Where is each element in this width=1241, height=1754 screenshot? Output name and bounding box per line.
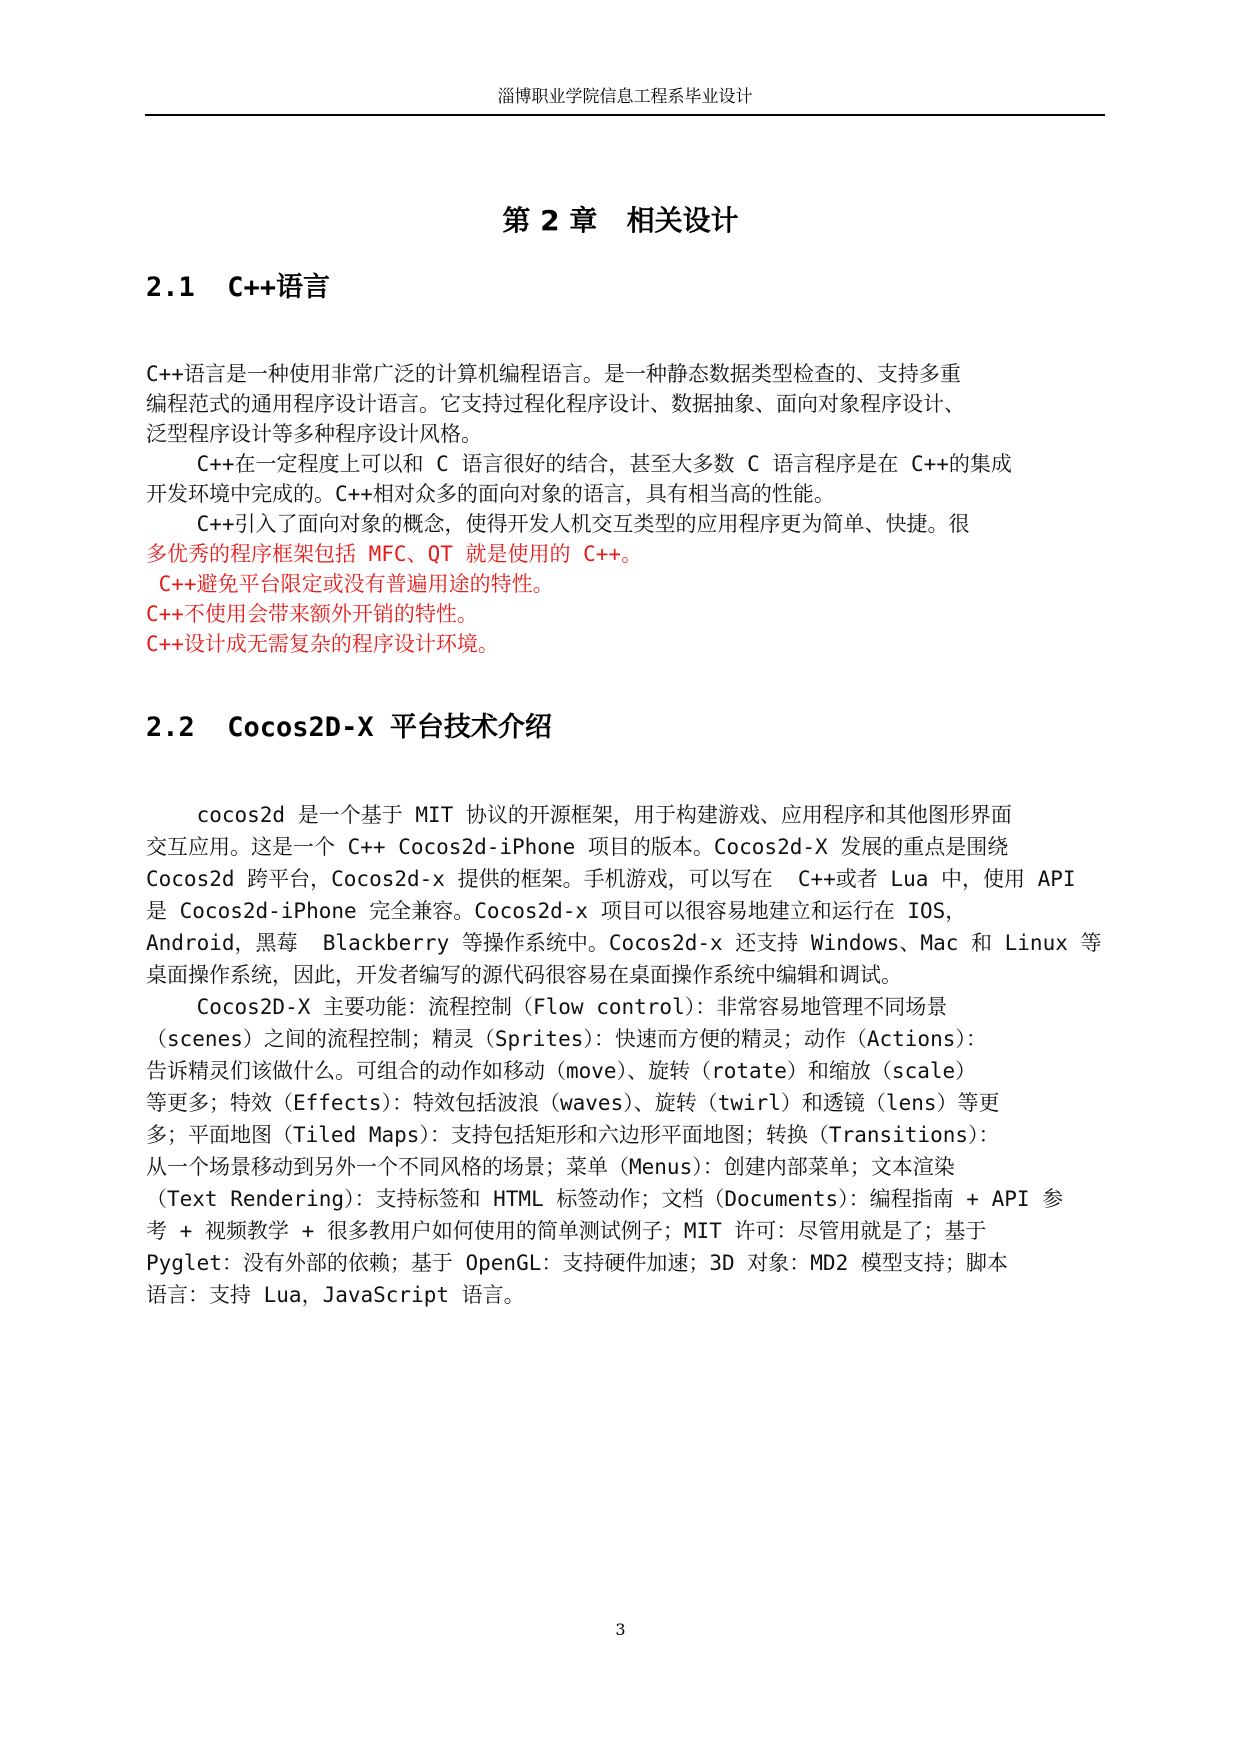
paragraph-line: 桌面操作系统，因此，开发者编写的源代码很容易在桌面操作系统中编辑和调试。 xyxy=(146,963,902,987)
paragraph-line: cocos2d 是一个基于 MIT 协议的开源框架，用于构建游戏、应用程序和其他图形界面 xyxy=(146,803,1012,827)
paragraph-line: 编程范式的通用程序设计语言。它支持过程化程序设计、数据抽象、面向对象程序设计、 xyxy=(146,392,965,416)
paragraph-line: Cocos2d 跨平台，Cocos2d-x 提供的框架。手机游戏，可以写在 C++或者 Lua 中，使用 API xyxy=(146,867,1076,891)
paragraph-line: 考 + 视频教学 + 很多教用户如何使用的简单测试例子；MIT 许可：尽管用就是了；基于 xyxy=(146,1219,987,1243)
paragraph-line: 多优秀的程序框架包括 MFC、QT 就是使用的 C++。 xyxy=(146,542,643,566)
page-header: 淄博职业学院信息工程系毕业设计 xyxy=(497,87,753,107)
paragraph-line: C++不使用会带来额外开销的特性。 xyxy=(146,602,478,626)
paragraph-line: （Text Rendering）：支持标签和 HTML 标签动作；文档（Documents）：编程指南 + API 参 xyxy=(146,1187,1064,1211)
paragraph-line: （scenes）之间的流程控制；精灵（Sprites）：快速而方便的精灵；动作（Actions）： xyxy=(146,1027,987,1051)
paragraph-line: 交互应用。这是一个 C++ Cocos2d-iPhone 项目的版本。Cocos2d-X 发展的重点是围绕 xyxy=(146,835,1009,859)
paragraph-line: C++在一定程度上可以和 C 语言很好的结合，甚至大多数 C 语言程序是在 C++的集成 xyxy=(146,452,1012,476)
paragraph-line: C++语言是一种使用非常广泛的计算机编程语言。是一种静态数据类型检查的、支持多重 xyxy=(146,362,961,386)
paragraph-line: 从一个场景移动到另外一个不同风格的场景；菜单（Menus）：创建内部菜单；文本渲染 xyxy=(146,1155,955,1179)
paragraph-line: Pyglet：没有外部的依赖；基于 OpenGL：支持硬件加速；3D 对象：MD2 模型支持；脚本 xyxy=(146,1251,1008,1275)
paragraph-line: 语言：支持 Lua，JavaScript 语言。 xyxy=(146,1283,525,1307)
paragraph-line: C++设计成无需复杂的程序设计环境。 xyxy=(146,632,499,656)
paragraph-line: 多；平面地图（Tiled Maps）：支持包括矩形和六边形平面地图；转换（Transitions）： xyxy=(146,1123,1000,1147)
paragraph-line: 开发环境中完成的。C++相对众多的面向对象的语言，具有相当高的性能。 xyxy=(146,482,835,506)
section-heading-2-1: 2.1 C++语言 xyxy=(146,272,331,303)
paragraph-line: Android，黑莓 Blackberry 等操作系统中。Cocos2d-x 还支持 Windows、Mac 和 Linux 等 xyxy=(146,931,1102,955)
paragraph-line: 泛型程序设计等多种程序设计风格。 xyxy=(146,422,482,446)
header-rule xyxy=(145,114,1105,116)
chapter-title: 第 2 章 相关设计 xyxy=(502,204,739,237)
paragraph-line: C++避免平台限定或没有普遍用途的特性。 xyxy=(146,572,554,596)
page-number: 3 xyxy=(615,1620,626,1639)
paragraph-line: 告诉精灵们该做什么。可组合的动作如移动（move）、旋转（rotate）和缩放（scale） xyxy=(146,1059,977,1083)
paragraph-line: Cocos2D-X 主要功能：流程控制（Flow control）：非常容易地管理不同场景 xyxy=(146,995,948,1019)
section-heading-2-2: 2.2 Cocos2D-X 平台技术介绍 xyxy=(146,712,552,743)
paragraph-line: 是 Cocos2d-iPhone 完全兼容。Cocos2d-x 项目可以很容易地建立和运行在 IOS， xyxy=(146,899,967,923)
paragraph-line: C++引入了面向对象的概念，使得开发人机交互类型的应用程序更为简单、快捷。很 xyxy=(146,512,970,536)
paragraph-line: 等更多；特效（Effects）：特效包括波浪（waves）、旋转（twirl）和透镜（lens）等更 xyxy=(146,1091,1000,1115)
